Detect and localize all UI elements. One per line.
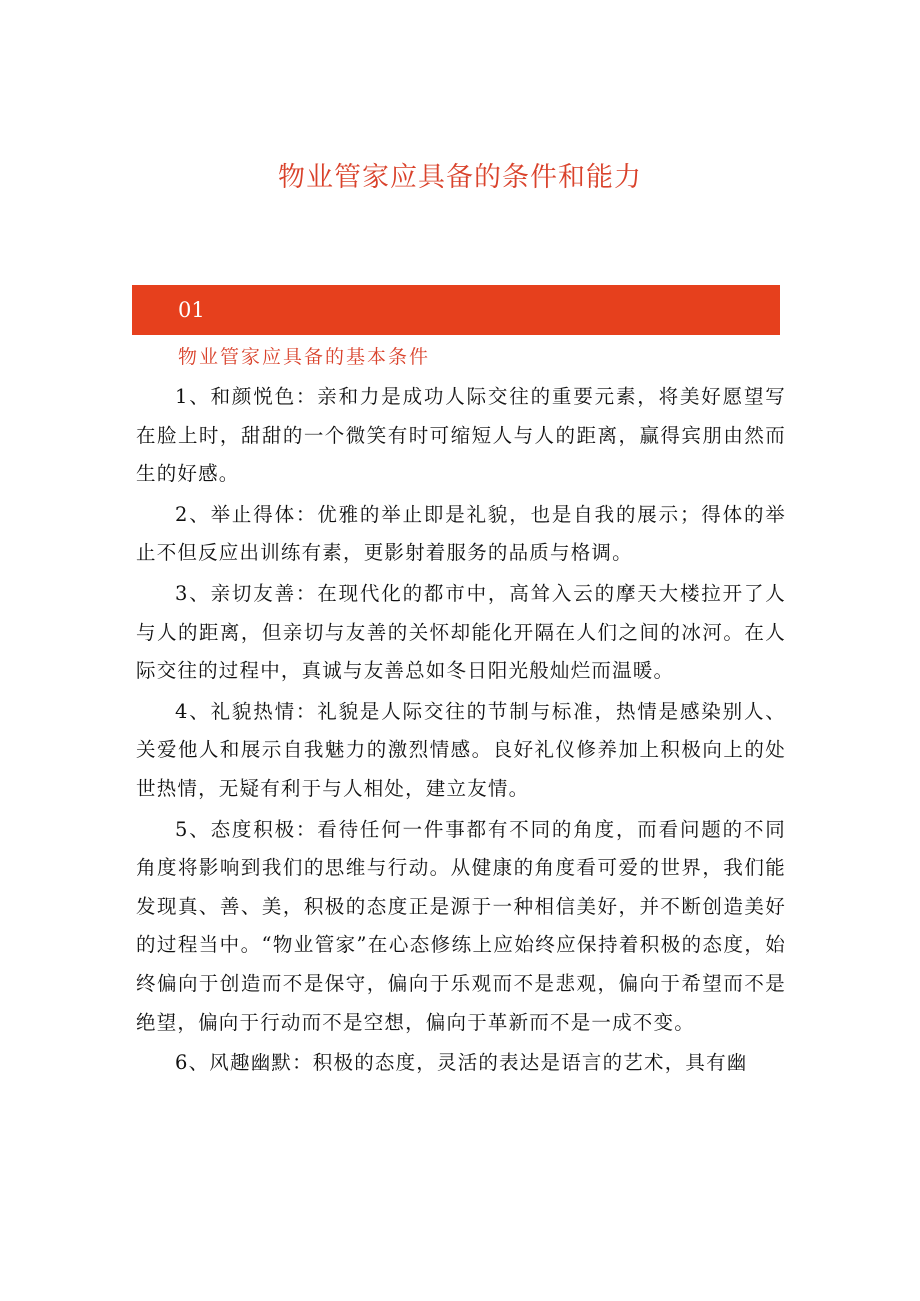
paragraph: 3、亲切友善：在现代化的都市中，高耸入云的摩天大楼拉开了人与人的距离，但亲切与友善的关怀却能化开隔在人们之间的冰河。在人际交往的过程中，真诚与友善总如冬日阳光般灿烂而温暖。 — [136, 581, 786, 683]
body-text — [136, 378, 786, 1085]
paragraph: 6、风趣幽默：积极的态度，灵活的表达是语言的艺术，具有幽 — [175, 1051, 748, 1075]
paragraph: 4、礼貌热情：礼貌是人际交往的节制与标准，热情是感染别人、关爱他人和展示自我魅力的激烈情感。良好礼仪修养加上积极向上的处世热情，无疑有利于与人相处，建立友情。 — [136, 699, 786, 800]
paragraph: 2、举止得体：优雅的举止即是礼貌，也是自我的展示；得体的举止不但反应出训练有素，更影射着服务的品质与格调。 — [136, 502, 786, 565]
paragraph: 1、和颜悦色：亲和力是成功人际交往的重要元素，将美好愿望写在脸上时，甜甜的一个微笑有时可缩短人与人的距离，赢得宾朋由然而生的好感。 — [136, 385, 786, 486]
section-banner — [132, 285, 780, 335]
paragraph: 5、态度积极：看待任何一件事都有不同的角度，而看问题的不同角度将影响到我们的思维与行动。从健康的角度看可爱的世界，我们能发现真、善、美，积极的态度正是源于一种相信美好，并不断创造美好的过程当中。“物业管家”在心态修练上应始终应保持着积极的态度，始终偏向于创造而不是保守，偏向于乐观而不是悲观，偏向于希望而不是绝望，偏向于行动而不是空想，偏向于革新而不是一成不变。 — [136, 817, 786, 1034]
section-number: 01 — [178, 298, 205, 322]
document-title: 物业管家应具备的条件和能力 — [278, 162, 642, 193]
section-heading: 物业管家应具备的基本条件 — [178, 346, 431, 368]
